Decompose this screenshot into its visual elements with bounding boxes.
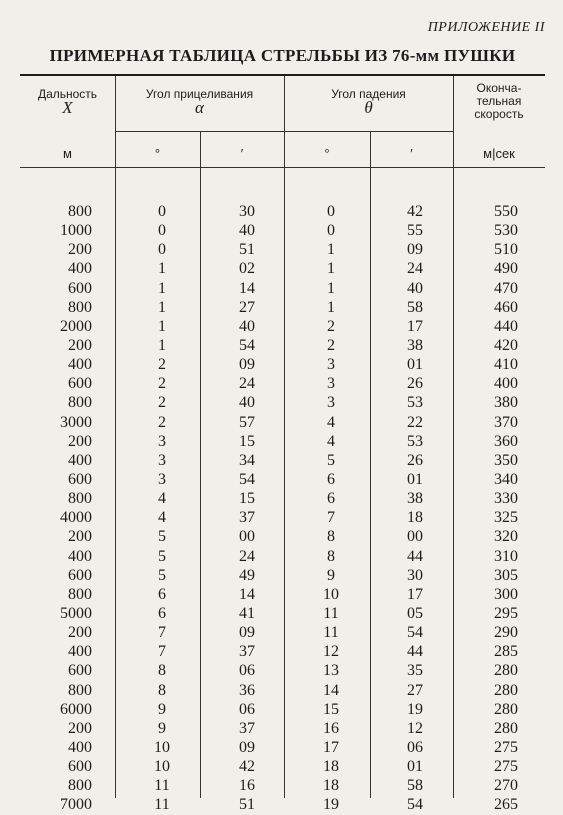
- cell-speed: 290: [494, 624, 518, 642]
- cell-fall-minutes: 26: [407, 451, 423, 469]
- unit-speed: м|сек: [483, 146, 515, 161]
- header-aim-angle: [115, 87, 284, 117]
- header-distance-label: Дальность: [37, 87, 98, 101]
- cell-speed: 510: [494, 241, 518, 259]
- cell-speed: 300: [494, 585, 518, 603]
- cell-fall-minutes: 54: [407, 796, 423, 814]
- cell-fall-degrees: 9: [327, 566, 335, 584]
- cell-fall-degrees: 16: [323, 719, 339, 737]
- cell-speed: 305: [494, 566, 518, 584]
- table-row: [20, 336, 545, 355]
- table-row: [20, 623, 545, 642]
- cell-distance: 600: [68, 470, 92, 488]
- firing-table: [20, 74, 545, 814]
- header-speed: [453, 82, 545, 121]
- cell-aim-minutes: 16: [239, 777, 255, 795]
- cell-fall-degrees: 3: [327, 394, 335, 412]
- cell-fall-minutes: 12: [407, 719, 423, 737]
- table-body: [20, 202, 545, 815]
- cell-distance: 5000: [60, 604, 92, 622]
- table-row: [20, 700, 545, 719]
- cell-fall-minutes: 22: [407, 413, 423, 431]
- table-row: [20, 795, 545, 814]
- cell-distance: 400: [68, 738, 92, 756]
- cell-aim-minutes: 40: [239, 317, 255, 335]
- cell-speed: 280: [494, 662, 518, 680]
- cell-speed: 410: [494, 356, 518, 374]
- cell-fall-degrees: 6: [327, 470, 335, 488]
- cell-fall-degrees: 6: [327, 490, 335, 508]
- cell-speed: 275: [494, 758, 518, 776]
- cell-fall-minutes: 55: [407, 222, 423, 240]
- cell-speed: 400: [494, 375, 518, 393]
- cell-distance: 400: [68, 451, 92, 469]
- cell-speed: 350: [494, 451, 518, 469]
- cell-speed: 280: [494, 681, 518, 699]
- cell-distance: 600: [68, 375, 92, 393]
- cell-distance: 1000: [60, 222, 92, 240]
- cell-distance: 800: [68, 394, 92, 412]
- cell-aim-degrees: 6: [158, 604, 166, 622]
- cell-distance: 800: [68, 681, 92, 699]
- header-fall-angle: [284, 87, 453, 117]
- cell-distance: 800: [68, 298, 92, 316]
- cell-speed: 490: [494, 260, 518, 278]
- cell-fall-minutes: 40: [407, 279, 423, 297]
- cell-distance: 200: [68, 719, 92, 737]
- cell-distance: 600: [68, 566, 92, 584]
- cell-aim-minutes: 37: [239, 643, 255, 661]
- cell-aim-degrees: 2: [158, 413, 166, 431]
- header-aim-angle-label: Угол прицеливания: [145, 87, 254, 101]
- cell-speed: 280: [494, 700, 518, 718]
- cell-aim-minutes: 40: [239, 222, 255, 240]
- cell-distance: 400: [68, 260, 92, 278]
- table-row: [20, 355, 545, 374]
- cell-fall-minutes: 38: [407, 336, 423, 354]
- cell-aim-degrees: 7: [158, 624, 166, 642]
- cell-fall-degrees: 2: [327, 317, 335, 335]
- cell-speed: 280: [494, 719, 518, 737]
- cell-fall-degrees: 18: [323, 758, 339, 776]
- cell-speed: 270: [494, 777, 518, 795]
- header-fall-angle-label: Угол падения: [331, 87, 406, 101]
- cell-aim-minutes: 09: [239, 356, 255, 374]
- cell-speed: 295: [494, 604, 518, 622]
- cell-aim-degrees: 2: [158, 375, 166, 393]
- cell-distance: 800: [68, 585, 92, 603]
- cell-speed: 360: [494, 432, 518, 450]
- cell-aim-degrees: 5: [158, 528, 166, 546]
- cell-fall-minutes: 17: [407, 317, 423, 335]
- header-distance: [20, 87, 115, 117]
- cell-aim-degrees: 4: [158, 490, 166, 508]
- cell-aim-degrees: 5: [158, 547, 166, 565]
- cell-speed: 285: [494, 643, 518, 661]
- cell-distance: 6000: [60, 700, 92, 718]
- cell-aim-degrees: 3: [158, 451, 166, 469]
- table-row: [20, 451, 545, 470]
- cell-aim-minutes: 24: [239, 375, 255, 393]
- cell-aim-degrees: 8: [158, 662, 166, 680]
- cell-aim-degrees: 3: [158, 432, 166, 450]
- cell-aim-degrees: 0: [158, 241, 166, 259]
- cell-fall-degrees: 8: [327, 528, 335, 546]
- cell-fall-degrees: 18: [323, 777, 339, 795]
- cell-aim-minutes: 06: [239, 662, 255, 680]
- cell-aim-degrees: 7: [158, 643, 166, 661]
- cell-fall-degrees: 19: [323, 796, 339, 814]
- unit-aim-minutes: ′: [240, 146, 244, 161]
- cell-aim-minutes: 49: [239, 566, 255, 584]
- cell-aim-minutes: 41: [239, 604, 255, 622]
- cell-speed: 530: [494, 222, 518, 240]
- cell-fall-minutes: 44: [407, 643, 423, 661]
- cell-fall-degrees: 1: [327, 279, 335, 297]
- cell-aim-degrees: 9: [158, 719, 166, 737]
- cell-fall-minutes: 44: [407, 547, 423, 565]
- table-row: [20, 413, 545, 432]
- table-row: [20, 374, 545, 393]
- cell-speed: 420: [494, 336, 518, 354]
- cell-fall-degrees: 1: [327, 241, 335, 259]
- cell-aim-degrees: 6: [158, 585, 166, 603]
- cell-aim-minutes: 00: [239, 528, 255, 546]
- cell-aim-degrees: 1: [158, 298, 166, 316]
- cell-speed: 440: [494, 317, 518, 335]
- unit-fall-degrees: °: [324, 146, 330, 161]
- table-row: [20, 508, 545, 527]
- table-row: [20, 566, 545, 585]
- cell-fall-degrees: 2: [327, 336, 335, 354]
- cell-aim-degrees: 4: [158, 509, 166, 527]
- cell-aim-minutes: 09: [239, 624, 255, 642]
- cell-fall-degrees: 10: [323, 585, 339, 603]
- cell-fall-degrees: 0: [327, 222, 335, 240]
- table-row: [20, 317, 545, 336]
- header-aim-symbol: α: [195, 98, 204, 117]
- cell-fall-degrees: 1: [327, 298, 335, 316]
- units-rule: [20, 167, 545, 168]
- cell-distance: 800: [68, 490, 92, 508]
- cell-aim-degrees: 0: [158, 203, 166, 220]
- table-row: [20, 719, 545, 738]
- cell-fall-degrees: 12: [323, 643, 339, 661]
- table-row: [20, 547, 545, 566]
- cell-aim-minutes: 36: [239, 681, 255, 699]
- cell-aim-degrees: 10: [154, 758, 170, 776]
- cell-fall-minutes: 26: [407, 375, 423, 393]
- cell-aim-degrees: 11: [154, 777, 170, 795]
- cell-aim-degrees: 11: [154, 796, 170, 814]
- cell-fall-minutes: 01: [407, 470, 423, 488]
- cell-fall-minutes: 53: [407, 394, 423, 412]
- cell-aim-degrees: 1: [158, 260, 166, 278]
- cell-speed: 380: [494, 394, 518, 412]
- cell-aim-minutes: 51: [239, 796, 255, 814]
- unit-aim-degrees: °: [154, 146, 161, 161]
- cell-fall-minutes: 35: [407, 662, 423, 680]
- cell-speed: 320: [494, 528, 518, 546]
- cell-fall-degrees: 5: [327, 451, 335, 469]
- cell-speed: 340: [494, 470, 518, 488]
- table-row: [20, 393, 545, 412]
- unit-fall-minutes: ′: [410, 146, 413, 161]
- cell-aim-degrees: 1: [158, 336, 166, 354]
- cell-distance: 400: [68, 643, 92, 661]
- header-speed-line3: скорость: [474, 107, 524, 121]
- cell-aim-minutes: 40: [239, 394, 255, 412]
- cell-fall-minutes: 42: [407, 203, 423, 220]
- table-row: [20, 604, 545, 623]
- cell-fall-degrees: 11: [323, 624, 339, 642]
- cell-aim-minutes: 02: [239, 260, 255, 278]
- cell-aim-degrees: 2: [158, 394, 166, 412]
- unit-distance: м: [63, 146, 72, 161]
- cell-fall-minutes: 01: [407, 758, 423, 776]
- cell-aim-degrees: 2: [158, 356, 166, 374]
- cell-speed: 310: [494, 547, 518, 565]
- cell-aim-minutes: 15: [239, 490, 255, 508]
- cell-fall-minutes: 58: [407, 298, 423, 316]
- cell-distance: 200: [68, 336, 92, 354]
- cell-fall-minutes: 30: [407, 566, 423, 584]
- cell-aim-minutes: 51: [239, 241, 255, 259]
- table-row: [20, 527, 545, 546]
- cell-fall-minutes: 24: [407, 260, 423, 278]
- table-row: [20, 642, 545, 661]
- table-row: [20, 661, 545, 680]
- cell-speed: 275: [494, 738, 518, 756]
- cell-fall-degrees: 8: [327, 547, 335, 565]
- table-row: [20, 298, 545, 317]
- table-row: [20, 585, 545, 604]
- appendix-label: ПРИЛОЖЕНИЕ II: [427, 20, 545, 35]
- cell-fall-minutes: 53: [407, 432, 423, 450]
- cell-aim-minutes: 27: [239, 298, 255, 316]
- table-row: [20, 221, 545, 240]
- cell-speed: 265: [494, 796, 518, 814]
- cell-fall-minutes: 18: [407, 509, 423, 527]
- cell-speed: 325: [494, 509, 518, 527]
- cell-speed: 330: [494, 490, 518, 508]
- cell-fall-degrees: 14: [323, 681, 339, 699]
- table-row: [20, 259, 545, 278]
- cell-aim-minutes: 42: [239, 758, 255, 776]
- cell-fall-minutes: 01: [407, 356, 423, 374]
- cell-distance: 200: [68, 624, 92, 642]
- cell-distance: 200: [68, 241, 92, 259]
- cell-fall-minutes: 17: [407, 585, 423, 603]
- cell-distance: 400: [68, 356, 92, 374]
- header-distance-symbol: X: [62, 98, 73, 117]
- cell-aim-degrees: 1: [158, 317, 166, 335]
- header-speed-line2: тельная: [476, 94, 522, 108]
- cell-distance: 600: [68, 279, 92, 297]
- cell-aim-degrees: 9: [158, 700, 166, 718]
- cell-fall-minutes: 09: [407, 241, 423, 259]
- cell-fall-degrees: 4: [327, 432, 335, 450]
- table-row: [20, 470, 545, 489]
- cell-fall-minutes: 19: [407, 700, 423, 718]
- cell-fall-minutes: 06: [407, 738, 423, 756]
- cell-aim-degrees: 3: [158, 470, 166, 488]
- table-row: [20, 279, 545, 298]
- cell-aim-degrees: 1: [158, 279, 166, 297]
- cell-fall-minutes: 05: [407, 604, 423, 622]
- cell-distance: 600: [68, 662, 92, 680]
- cell-fall-minutes: 54: [407, 624, 423, 642]
- cell-aim-minutes: 30: [239, 203, 255, 220]
- cell-fall-degrees: 0: [327, 203, 335, 220]
- cell-fall-degrees: 7: [327, 509, 335, 527]
- cell-fall-degrees: 13: [323, 662, 339, 680]
- cell-fall-minutes: 00: [407, 528, 423, 546]
- cell-aim-minutes: 54: [239, 470, 255, 488]
- cell-aim-minutes: 34: [239, 451, 255, 469]
- cell-aim-minutes: 57: [239, 413, 255, 431]
- cell-aim-minutes: 24: [239, 547, 255, 565]
- table-row: [20, 202, 545, 221]
- cell-fall-degrees: 3: [327, 356, 335, 374]
- cell-distance: 3000: [60, 413, 92, 431]
- cell-distance: 7000: [60, 796, 92, 814]
- table-row: [20, 432, 545, 451]
- cell-aim-degrees: 8: [158, 681, 166, 699]
- cell-speed: 460: [494, 298, 518, 316]
- cell-speed: 470: [494, 279, 518, 297]
- cell-aim-minutes: 14: [239, 585, 255, 603]
- cell-fall-minutes: 27: [407, 681, 423, 699]
- cell-aim-minutes: 15: [239, 432, 255, 450]
- cell-aim-minutes: 54: [239, 336, 255, 354]
- table-row: [20, 757, 545, 776]
- cell-aim-degrees: 5: [158, 566, 166, 584]
- cell-aim-minutes: 09: [239, 738, 255, 756]
- cell-speed: 550: [494, 203, 518, 220]
- table-row: [20, 240, 545, 259]
- cell-aim-minutes: 37: [239, 509, 255, 527]
- cell-distance: 800: [68, 203, 92, 220]
- cell-aim-degrees: 0: [158, 222, 166, 240]
- cell-fall-minutes: 38: [407, 490, 423, 508]
- header-fall-symbol: θ: [364, 98, 373, 117]
- cell-fall-minutes: 58: [407, 777, 423, 795]
- cell-aim-minutes: 37: [239, 719, 255, 737]
- cell-distance: 200: [68, 528, 92, 546]
- cell-distance: 400: [68, 547, 92, 565]
- cell-fall-degrees: 11: [323, 604, 339, 622]
- cell-distance: 800: [68, 777, 92, 795]
- cell-fall-degrees: 17: [323, 738, 339, 756]
- cell-fall-degrees: 3: [327, 375, 335, 393]
- cell-aim-degrees: 10: [154, 738, 170, 756]
- table-row: [20, 776, 545, 795]
- cell-fall-degrees: 15: [323, 700, 339, 718]
- page-title: ПРИМЕРНАЯ ТАБЛИЦА СТРЕЛЬБЫ ИЗ 76-мм ПУШКИ: [49, 46, 516, 65]
- cell-aim-minutes: 14: [239, 279, 255, 297]
- header-speed-line1: Оконча-: [476, 81, 522, 95]
- cell-speed: 370: [494, 413, 518, 431]
- cell-distance: 600: [68, 758, 92, 776]
- cell-distance: 4000: [60, 509, 92, 527]
- cell-fall-degrees: 1: [327, 260, 335, 278]
- cell-distance: 200: [68, 432, 92, 450]
- table-row: [20, 738, 545, 757]
- cell-distance: 2000: [60, 317, 92, 335]
- table-row: [20, 681, 545, 700]
- cell-aim-minutes: 06: [239, 700, 255, 718]
- table-row: [20, 489, 545, 508]
- cell-fall-degrees: 4: [327, 413, 335, 431]
